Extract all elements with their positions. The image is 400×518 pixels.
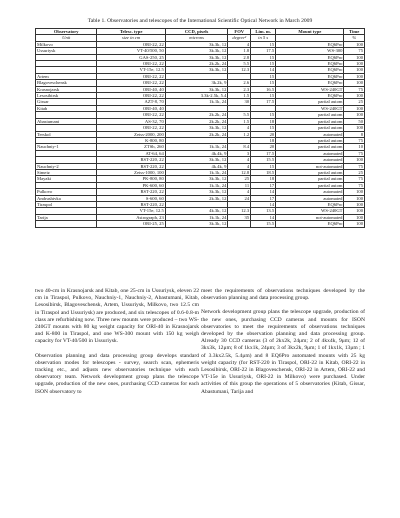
unit-cell: %	[344, 35, 365, 41]
table-cell: partial autom	[276, 176, 344, 182]
table-cell: Pulkovo	[36, 189, 97, 195]
table-cell: 1.2	[228, 131, 251, 137]
table-cell: AS-32, 70	[97, 118, 165, 124]
table-cell: 17.5	[251, 48, 276, 54]
table-cell: partial autom	[276, 137, 344, 143]
table-cell: 2.6	[228, 80, 251, 86]
table-cell: 100	[344, 41, 365, 47]
table-cell: ORI-22, 22	[97, 80, 165, 86]
table-cell: ORI-22, 22	[97, 61, 165, 67]
table-cell: 3k.2k, 9	[165, 80, 228, 86]
table-cell: automated	[276, 195, 344, 201]
table-cell: Lesosibirsk	[36, 93, 97, 99]
table-cell: GAS-250, 25	[97, 54, 165, 60]
table-cell: 13.5	[251, 208, 276, 214]
table-cell: 100	[344, 105, 365, 111]
table-cell: partial autom	[276, 144, 344, 150]
table-cell: ORI-40, 40	[97, 105, 165, 111]
table-cell: EQ6Pro	[276, 61, 344, 67]
table-cell: 25	[344, 169, 365, 175]
table-cell: WS-240GT	[276, 86, 344, 92]
table-cell: 15	[251, 41, 276, 47]
table-cell: partial autom	[276, 182, 344, 188]
table-cell: 75	[344, 176, 365, 182]
table-cell: Mayaki	[36, 176, 97, 182]
table-cell: 3k.3k, 12	[165, 41, 228, 47]
table-cell: Krasnojarsk	[36, 86, 97, 92]
table-cell: partial autom	[276, 169, 344, 175]
table-cell: EQ6Pro	[276, 221, 344, 227]
table-cell: EQ6Pro	[276, 201, 344, 207]
table-cell: EQ6Pro	[276, 80, 344, 86]
table-cell: 12.3	[228, 208, 251, 214]
table-cell: WS-240GT	[276, 105, 344, 111]
unit-cell: Unit	[36, 35, 97, 41]
table-cell: PK-800, 80	[97, 176, 165, 182]
table-cell: Andrushivka	[36, 195, 97, 201]
table-cell: 75	[344, 150, 365, 156]
observatories-table	[35, 28, 365, 228]
table-cell: Tarija	[36, 214, 97, 220]
table-caption: Table 1. Observatories and telescopes of the International Scientific Optical Network in March 2009	[87, 18, 313, 24]
table-cell: 14	[251, 67, 276, 73]
table-cell: Blagoveschensk	[36, 80, 97, 86]
table-cell: 2.8	[228, 54, 251, 60]
table-cell: not-automated	[276, 214, 344, 220]
table-cell: 75	[344, 137, 365, 143]
table-cell: 2k.3k, 12	[165, 195, 228, 201]
column-header: Time	[344, 29, 365, 35]
table-cell: RST-220, 22	[97, 201, 165, 207]
table-cell: 100	[344, 195, 365, 201]
table-cell: 4	[228, 41, 251, 47]
table-cell: 15	[251, 61, 276, 67]
table-cell: S-600, 60	[97, 195, 165, 201]
table-cell: automated	[276, 157, 344, 163]
table-cell: 75	[344, 86, 365, 92]
table-cell: 15.5	[251, 157, 276, 163]
table-cell: 100	[344, 201, 365, 207]
table-cell: 3k.3k, 12	[165, 48, 228, 54]
table-cell: Zeiss-2000, 200	[97, 131, 165, 137]
table-cell: 2k.2k, 24	[165, 118, 228, 124]
table-cell: 2k.2k, 24	[165, 112, 228, 118]
table-cell: not-automated	[276, 163, 344, 169]
table-cell	[228, 221, 251, 227]
table-cell: 25	[228, 176, 251, 182]
table-cell: 12.3	[228, 67, 251, 73]
table-cell: Astrograph, 23	[97, 214, 165, 220]
unit-cell: microns	[165, 35, 228, 41]
table-cell: 100	[344, 125, 365, 131]
table-cell: 100	[344, 157, 365, 163]
table-cell: 15	[251, 93, 276, 99]
table-cell: 18.5	[251, 169, 276, 175]
table-cell: WS-240GT	[276, 208, 344, 214]
table-cell: 15	[251, 125, 276, 131]
table-cell: partial autom	[276, 99, 344, 105]
table-cell: K-800, 80	[97, 137, 165, 143]
table-cell: 100	[344, 189, 365, 195]
table-cell: Gissar	[36, 99, 97, 105]
table-cell: 35	[228, 214, 251, 220]
column-header: CCD, pixels	[165, 29, 228, 35]
table-cell: 3	[228, 150, 251, 156]
table-cell: 3k.3k, 12	[165, 86, 228, 92]
table-cell: Zeiss-1000, 100	[97, 169, 165, 175]
table-cell: 8.4	[228, 144, 251, 150]
table-cell: 100	[344, 93, 365, 99]
column-header: Observatory	[36, 29, 97, 35]
table-cell: Tiraspol	[36, 201, 97, 207]
table-cell: 100	[344, 221, 365, 227]
table-cell: 100	[344, 61, 365, 67]
table-cell: ORI-25, 25	[97, 221, 165, 227]
table-cell: 4	[228, 189, 251, 195]
table-cell: 20	[251, 144, 276, 150]
table-cell: 17.5	[251, 150, 276, 156]
paragraph: Observation planning and data processing group develops standard observation modes for telescopes - survey, search scan, ephemeris tracking etc., and adjusts new observatories technique with each observatory team. Network development group plans the telescope upgrade, production of the new ones, purchasing CCD cameras for each ISON observatory to	[35, 352, 199, 395]
table-cell: 2k.2k, 24	[165, 131, 228, 137]
table-cell: 100	[344, 73, 365, 79]
table-cell: 1k.1k, 24	[165, 182, 228, 188]
table-cell: 25	[344, 99, 365, 105]
table-cell: ZTSh, 260	[97, 144, 165, 150]
table-cell: 1.5	[228, 93, 251, 99]
table-cell: RST-220, 22	[97, 157, 165, 163]
table-cell: 17	[251, 195, 276, 201]
table-cell: EQ6Pro	[276, 54, 344, 60]
table-cell: 3k.3k, 12	[165, 176, 228, 182]
column-header: Telesc. type	[97, 29, 165, 35]
table-cell: 1k.1k, 24	[165, 144, 228, 150]
table-cell: 1k.1k, 24	[165, 99, 228, 105]
table-cell: 18	[251, 176, 276, 182]
table-cell: 5.5	[228, 112, 251, 118]
table-cell: ORI-22, 22	[97, 125, 165, 131]
table-cell: 14	[251, 201, 276, 207]
table-cell: Kitab	[36, 105, 97, 111]
table-cell	[36, 221, 97, 227]
column-header: FOV	[228, 29, 251, 35]
table-cell: 17.5	[251, 99, 276, 105]
table-cell: Abastumani	[36, 118, 97, 124]
table-cell: 18	[251, 137, 276, 143]
table-cell: 15.5	[251, 221, 276, 227]
table-cell: Ussuriysk	[36, 48, 97, 54]
table-cell: ORI-22, 22	[97, 41, 165, 47]
table-cell: VT-15e, 12.5	[97, 208, 165, 214]
table-row	[36, 221, 365, 227]
table-cell: 1.8	[228, 48, 251, 54]
table-cell: 5.5	[228, 61, 251, 67]
table-cell: 16.5	[251, 86, 276, 92]
table-cell: Artem	[36, 73, 97, 79]
table-cell: 3k.3k, 12	[165, 54, 228, 60]
table-cell: 75	[344, 182, 365, 188]
table-cell: EQ6Pro	[276, 67, 344, 73]
table-cell: 100	[344, 67, 365, 73]
table-cell: Nauchniy-1	[36, 144, 97, 150]
table-cell: 20	[251, 131, 276, 137]
table-cell: Terskol	[36, 131, 97, 137]
table-cell: 100	[344, 208, 365, 214]
table-cell: 100	[344, 214, 365, 220]
left-text-column	[35, 288, 199, 403]
table-cell: EQ6Pro	[276, 73, 344, 79]
table-cell: 17	[251, 182, 276, 188]
paragraph: meet the requirements of observations techniques developed by the observation planning and data processing group.	[201, 288, 365, 302]
table-cell: Simeiz	[36, 169, 97, 175]
table-cell: 15	[251, 112, 276, 118]
table-cell: 3k.3k, 12	[165, 221, 228, 227]
table-cell: 1k.1k, 24	[165, 169, 228, 175]
table-cell: 3k.3k, 12	[165, 157, 228, 163]
table-cell: partial autom	[276, 125, 344, 131]
table-cell: automated	[276, 131, 344, 137]
unit-cell: size in cm	[97, 35, 165, 41]
table-cell: 15	[251, 80, 276, 86]
table-body	[36, 35, 365, 227]
table-cell: WS-300	[276, 48, 344, 54]
table-cell: Milkovo	[36, 41, 97, 47]
table-cell: 100	[344, 54, 365, 60]
table-cell: 3k.3k, 12	[165, 189, 228, 195]
column-header: Mount type	[276, 29, 344, 35]
table-cell: automated	[276, 189, 344, 195]
table-cell: ORI-22, 22	[97, 93, 165, 99]
table-cell: partial autom	[276, 118, 344, 124]
table-cell: 100	[344, 80, 365, 86]
table-cell: 24	[228, 195, 251, 201]
paragraph: two 40-cm in Krasnojarsk and Kitab, one 25-cm in Ussuriysk, eleven 22 cm in Tiraspol, Pulkovo, Nauchniy-1, Nauchniy-2, Abastumani, Kitab, Lesosibirsk, Blagoveschensk, Artem, Ussuriysk, Milkovo, two 12.5 cm in Tiraspol and Ussuriysk) are produced, and six telescopes of 0.6-0.8-m class are refurbishing now. Three new mounts were produced – two WS-240GT mounts with 80 kg weight capacity for ORI-40 in Krasnojarsk and K-800 in Tiraspol, and one WS-300 mount with 150 kg weigh capacity for VT-40/500 in Ussuriysk.	[35, 288, 199, 345]
table-cell: 100	[344, 112, 365, 118]
table-cell: automated	[276, 150, 344, 156]
paragraph: Network development group plans the telescope upgrade, production of the new ones, purchasing CCD cameras and mounts for ISON observatories to meet the requirements of observations techniques developed by the observation planning and data processing group. Already 30 CCD cameras (3 of 2kx2k, 24μm; 2 of 4kx4k, 9μm; 12 of 3kx3k, 12μm; 8 of 1kx1k, 24μm; 3 of 3kx2k, 9μm; 1 of 1kx1k, 13μm ; 1 of 3.3kx2.5k, 5.4μm) and 8 EQ6Pro automated mounts with 25 kg weight capacity (for RST-220 in Tiraspol, ORI-22 in Kitab, ORI-22 in Lesosibirsk, ORI-22 in Blagoveschensk, ORI-22 in Artem, ORI-22 and VT-15e in Ussuriysk, ORI-22 in Milkovo) were purchased. Under activities of this group the operations of 5 observatories (Kitab, Gissar, Abastumani, Tarija and	[201, 309, 365, 395]
table-cell: 15	[251, 163, 276, 169]
table-cell: RST-220, 22	[97, 163, 165, 169]
table-cell: 50	[344, 118, 365, 124]
table-cell: ORI-22, 22	[97, 73, 165, 79]
table-cell: VT-15e, 12.5	[97, 67, 165, 73]
table-cell: 15	[251, 54, 276, 60]
unit-cell: in 5 s	[251, 35, 276, 41]
unit-cell: degree²	[228, 35, 251, 41]
table-cell: 4	[228, 163, 251, 169]
table-cell: 10	[344, 144, 365, 150]
table-cell: 1.5	[228, 118, 251, 124]
table-cell: 75	[344, 163, 365, 169]
table-cell: 11	[228, 182, 251, 188]
table-cell: 30	[228, 99, 251, 105]
table-cell: 1k.1k, 24	[165, 214, 228, 220]
table-cell: EQ6Pro	[276, 93, 344, 99]
table-cell: 4k.4k, 9	[165, 163, 228, 169]
column-header: Lim. m.	[251, 29, 276, 35]
table-cell: partial autom	[276, 112, 344, 118]
table-cell: 15	[251, 73, 276, 79]
table-cell: 2k.2k, 24	[165, 61, 228, 67]
table-cell: 12.8	[228, 169, 251, 175]
table-cell: 4	[228, 157, 251, 163]
table-cell: 2.3	[228, 86, 251, 92]
table-cell: AZT-8, 70	[97, 99, 165, 105]
table-cell: ORI-22, 22	[97, 112, 165, 118]
table-cell: 4k.4k, 9	[165, 150, 228, 156]
table-cell: 75	[344, 48, 365, 54]
table-cell: 4	[228, 125, 251, 131]
table-cell: 4k.3k, 12	[165, 208, 228, 214]
table-cell: 14	[251, 214, 276, 220]
table-cell: 3k.3k, 12	[165, 125, 228, 131]
table-cell: 18	[251, 118, 276, 124]
table-cell: 3.3k-2.5k, 5.4	[165, 93, 228, 99]
right-text-column	[201, 288, 365, 403]
table-cell: 8	[344, 131, 365, 137]
table-cell: 14	[251, 189, 276, 195]
table-cell: AT-64, 64	[97, 150, 165, 156]
table-cell: VT-40/500, 50	[97, 48, 165, 54]
table-cell: ORI-40, 40	[97, 86, 165, 92]
table-cell: PK-600, 60	[97, 182, 165, 188]
table-cell: Nauchniy-2	[36, 163, 97, 169]
table-cell: RST-220, 22	[97, 189, 165, 195]
table-cell: EQ6Pro	[276, 41, 344, 47]
table-cell: 3k.3k, 12	[165, 67, 228, 73]
